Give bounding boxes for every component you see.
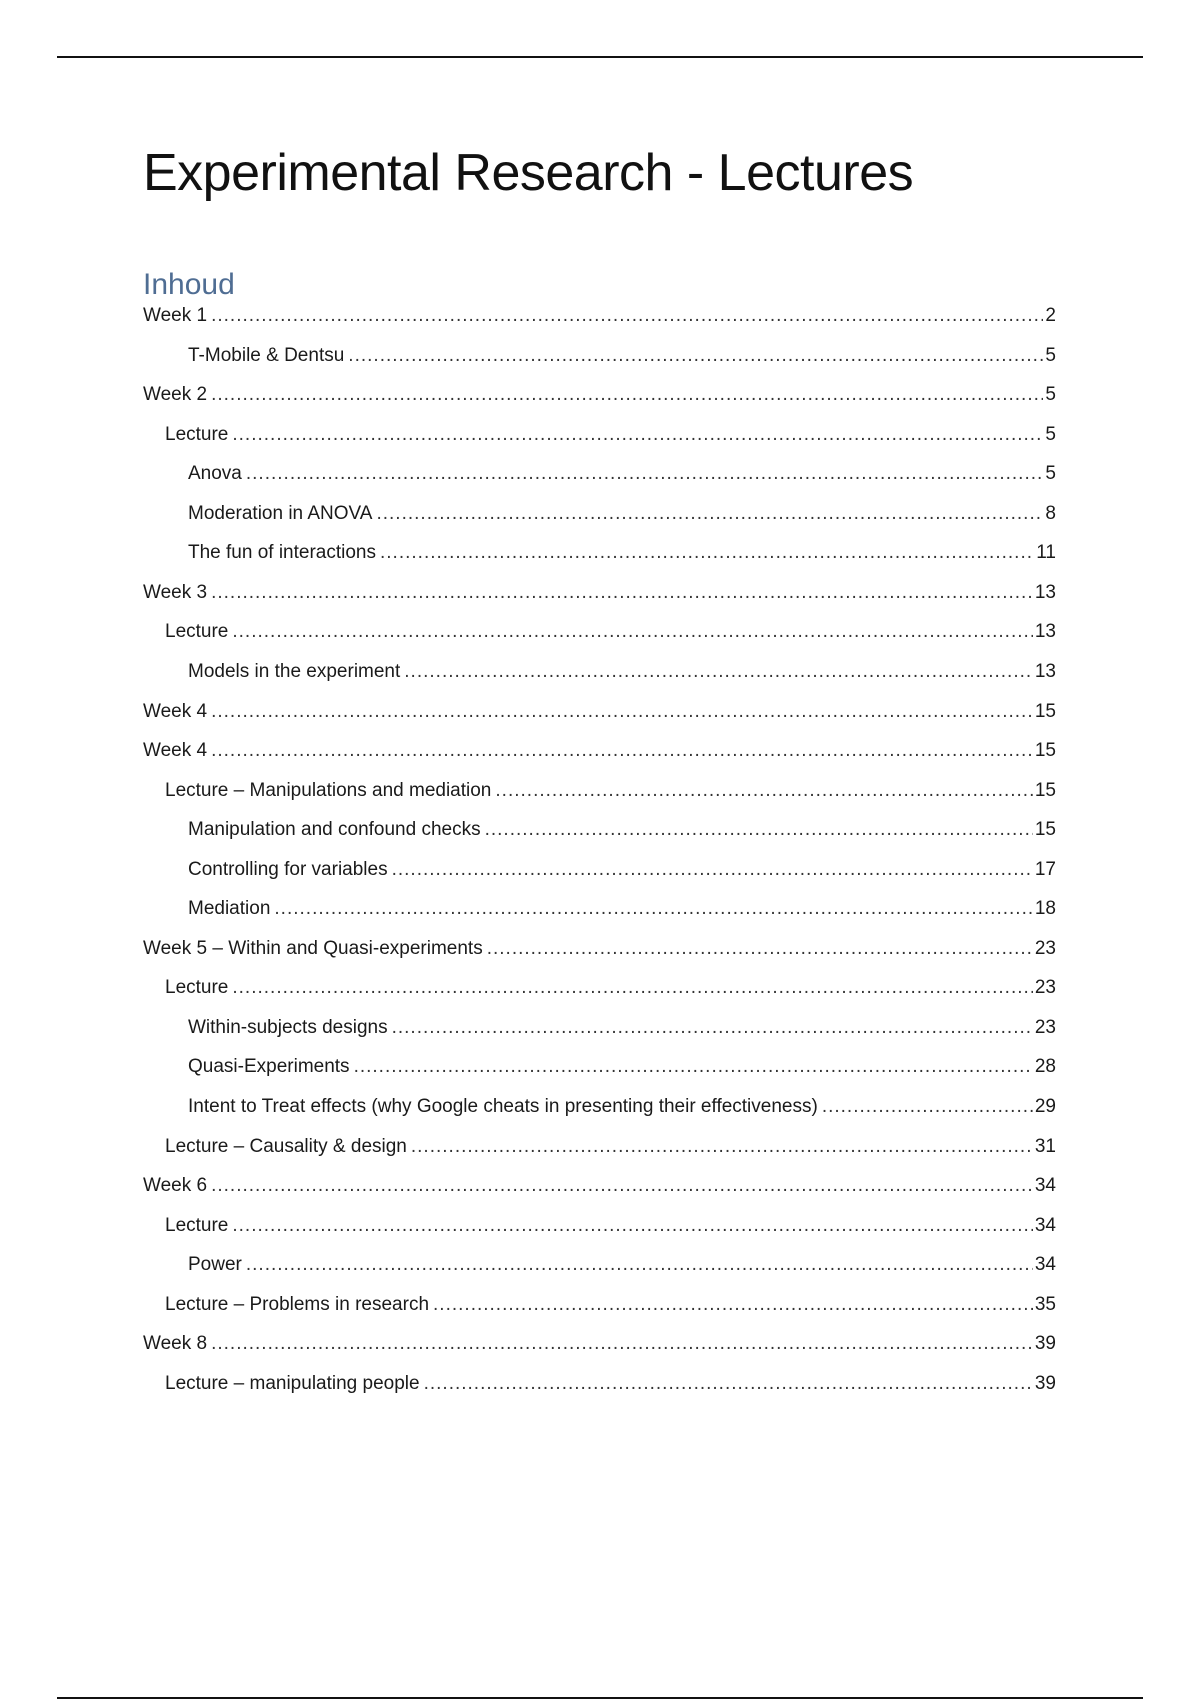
toc-entry[interactable] (165, 421, 1056, 449)
toc-entry[interactable] (188, 1014, 1056, 1042)
document-title: Experimental Research - Lectures (143, 144, 914, 202)
toc-entry-label: Lecture (165, 423, 229, 445)
toc-entry-page-number: 5 (1045, 344, 1056, 366)
toc-entry-page-number: 34 (1034, 1254, 1056, 1276)
toc-entry[interactable] (143, 381, 1056, 409)
toc-dot-leader (274, 895, 1032, 923)
toc-dot-leader (211, 579, 1033, 607)
toc-entry[interactable] (188, 1053, 1056, 1081)
toc-dot-leader (392, 856, 1033, 884)
toc-entry-label: Mediation (188, 898, 271, 920)
toc-dot-leader (246, 460, 1044, 488)
toc-entry-page-number: 28 (1034, 1056, 1056, 1078)
toc-entry-label: Week 5 – Within and Quasi-experiments (143, 937, 483, 959)
toc-entry-page-number: 34 (1034, 1214, 1056, 1236)
toc-entry[interactable] (188, 1251, 1056, 1279)
toc-dot-leader (211, 1330, 1033, 1358)
toc-entry[interactable] (188, 342, 1056, 370)
toc-entry-label: The fun of interactions (188, 542, 376, 564)
toc-entry-page-number: 13 (1034, 621, 1056, 643)
toc-entry-label: Week 1 (143, 305, 208, 326)
toc-entry-page-number: 13 (1034, 581, 1056, 603)
toc-entry-page-number: 5 (1045, 423, 1056, 445)
toc-entry-page-number: 17 (1034, 858, 1056, 880)
toc-entry-label: Quasi-Experiments (188, 1056, 350, 1078)
toc-entry[interactable] (143, 579, 1056, 607)
toc-entry-page-number: 8 (1045, 502, 1056, 524)
toc-entry[interactable] (188, 460, 1056, 488)
toc-entry[interactable] (143, 698, 1056, 726)
toc-entry-page-number: 15 (1034, 740, 1056, 762)
toc-entry[interactable] (143, 1172, 1056, 1200)
toc-entry[interactable] (165, 1133, 1056, 1161)
toc-entry-label: Lecture (165, 977, 229, 999)
toc-entry-label: Week 8 (143, 1333, 208, 1355)
toc-entry-label: Lecture – manipulating people (165, 1372, 420, 1394)
toc-dot-leader (232, 618, 1032, 646)
toc-entry-label: Week 2 (143, 384, 208, 406)
toc-entry[interactable] (188, 500, 1056, 528)
toc-entry[interactable] (165, 618, 1056, 646)
toc-entry-page-number: 15 (1034, 779, 1056, 801)
toc-entry-label: Intent to Treat effects (why Google cheats in presenting their effectiveness) (188, 1096, 818, 1117)
toc-dot-leader (380, 539, 1034, 567)
toc-dot-leader (246, 1251, 1033, 1279)
toc-entry-label: Week 4 (143, 740, 208, 762)
toc-dot-leader (376, 500, 1043, 528)
toc-entry[interactable] (188, 816, 1056, 844)
toc-entry-label: Manipulation and confound checks (188, 819, 481, 841)
toc-entry[interactable] (188, 856, 1056, 884)
toc-entry-label: Week 6 (143, 1175, 208, 1197)
toc-entry-label: Lecture – Problems in research (165, 1293, 430, 1315)
toc-entry-label: Week 4 (143, 700, 208, 722)
header-rule (57, 56, 1143, 58)
toc-entry-page-number: 39 (1034, 1333, 1056, 1355)
toc-entry-page-number: 23 (1034, 937, 1056, 959)
toc-entry[interactable] (165, 1212, 1056, 1240)
toc-dot-leader (211, 1172, 1033, 1200)
toc-dot-leader (392, 1014, 1033, 1042)
toc-heading: Inhoud (143, 268, 235, 301)
toc-entry[interactable] (188, 895, 1056, 923)
toc-entry-label: Moderation in ANOVA (188, 502, 373, 524)
toc-dot-leader (211, 381, 1043, 409)
footer-rule (57, 1697, 1143, 1699)
toc-dot-leader (404, 658, 1033, 686)
toc-dot-leader (211, 698, 1033, 726)
toc-entry-page-number: 5 (1045, 384, 1056, 406)
toc-dot-leader (232, 974, 1032, 1002)
toc-entry-page-number: 35 (1034, 1293, 1056, 1315)
toc-entry-page-number: 29 (1034, 1096, 1056, 1117)
toc-entry-label: Power (188, 1254, 242, 1276)
toc-entry[interactable] (188, 658, 1056, 686)
toc-entry[interactable] (165, 1370, 1056, 1398)
toc-entry[interactable] (143, 1330, 1056, 1358)
toc-entry[interactable] (165, 1291, 1056, 1319)
toc-entry[interactable] (188, 539, 1056, 567)
toc-entry-label: Anova (188, 463, 242, 485)
toc-entry[interactable] (143, 935, 1056, 963)
toc-entry-page-number: 39 (1034, 1372, 1056, 1394)
toc-entry-page-number: 23 (1034, 977, 1056, 999)
toc-dot-leader (485, 816, 1033, 844)
toc-dot-leader (487, 935, 1033, 963)
toc-entry-label: T-Mobile & Dentsu (188, 344, 345, 366)
toc-entry-page-number: 31 (1034, 1135, 1056, 1157)
toc-entry-page-number: 13 (1034, 660, 1056, 682)
toc-entry-page-number: 34 (1034, 1175, 1056, 1197)
toc-entry[interactable] (165, 777, 1056, 805)
toc-dot-leader (211, 302, 1043, 330)
toc-entry[interactable] (143, 737, 1056, 765)
toc-entry-page-number: 23 (1034, 1016, 1056, 1038)
toc-entry-label: Controlling for variables (188, 858, 388, 880)
toc-dot-leader (433, 1291, 1033, 1319)
toc-entry-page-number: 11 (1036, 542, 1056, 564)
toc-entry-label: Lecture (165, 621, 229, 643)
toc-entry-page-number: 5 (1045, 463, 1056, 485)
toc-entry[interactable] (143, 302, 1056, 330)
toc-entry-label: Week 3 (143, 581, 208, 603)
toc-entry-label: Within-subjects designs (188, 1016, 388, 1038)
toc-dot-leader (348, 342, 1043, 370)
toc-entry-label: Lecture – Manipulations and mediation (165, 779, 492, 801)
toc-entry[interactable] (165, 974, 1056, 1002)
toc-entry[interactable] (188, 1093, 1056, 1121)
toc-dot-leader (411, 1133, 1033, 1161)
toc-dot-leader (211, 737, 1033, 765)
toc-entry-label: Lecture (165, 1214, 229, 1236)
toc-entry-page-number: 2 (1045, 305, 1056, 326)
toc-dot-leader (822, 1093, 1033, 1121)
toc-dot-leader (232, 421, 1043, 449)
toc-dot-leader (495, 777, 1032, 805)
toc-entry-label: Lecture – Causality & design (165, 1135, 407, 1157)
toc-entry-page-number: 15 (1034, 819, 1056, 841)
toc-dot-leader (354, 1053, 1033, 1081)
toc-entry-label: Models in the experiment (188, 660, 401, 682)
toc-dot-leader (424, 1370, 1033, 1398)
toc-entry-page-number: 18 (1034, 898, 1056, 920)
toc-entry-page-number: 15 (1034, 700, 1056, 722)
toc-dot-leader (232, 1212, 1032, 1240)
